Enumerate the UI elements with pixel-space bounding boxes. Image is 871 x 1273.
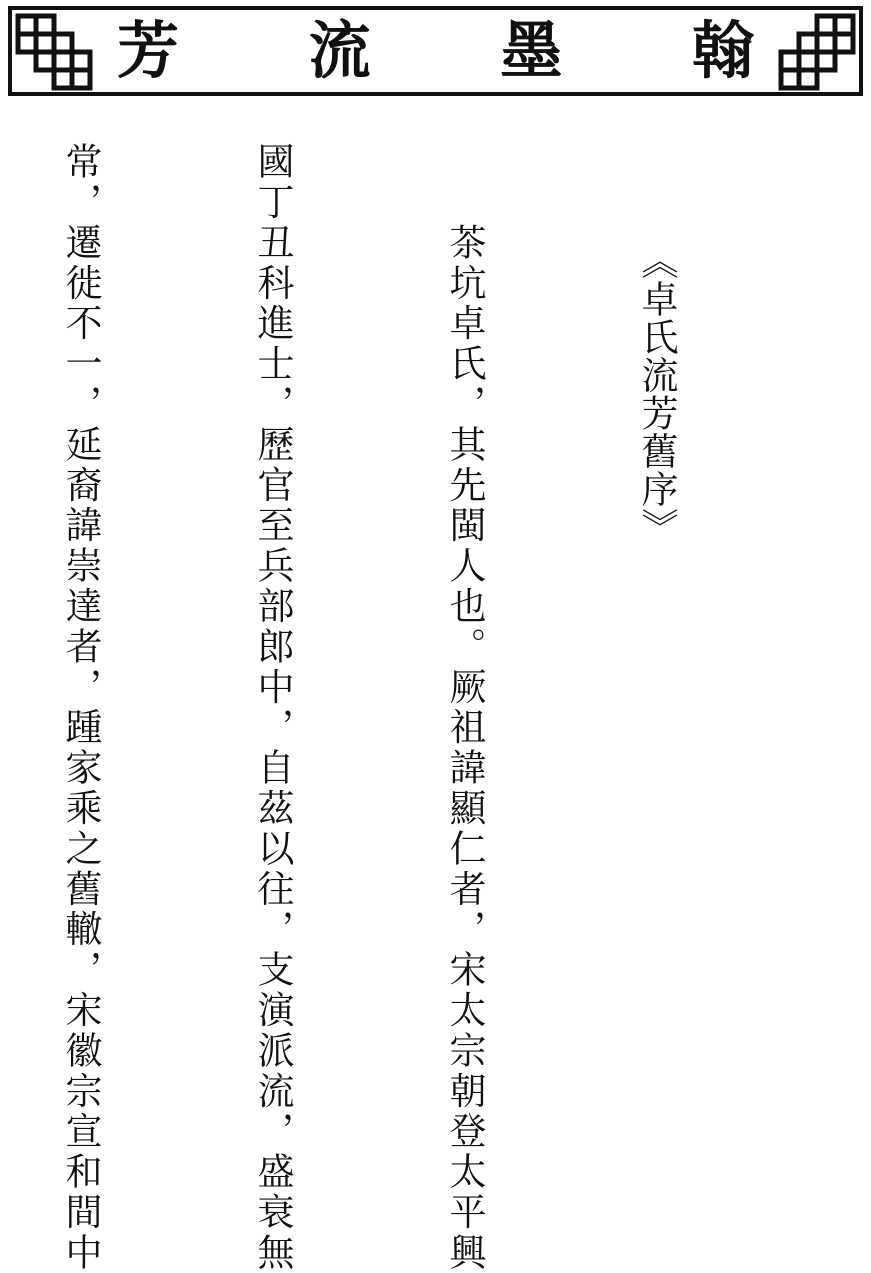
banner-char-4: 芳: [117, 14, 180, 87]
text-column-1: 茶坑卓氏，其先閩人也。厥祖諱顯仁者，宋太宗朝登太平興: [443, 142, 486, 1273]
banner-char-2: 墨: [500, 14, 563, 87]
header-banner: [8, 6, 863, 96]
text-column-3: 常，遷徙不一，延裔諱崇達者，踵家乘之舊轍，宋徽宗宣和間中: [59, 142, 102, 1273]
article-title: 《卓氏流芳舊序》: [635, 242, 678, 546]
banner-char-1: 翰: [691, 14, 754, 87]
fret-ornament-right: [775, 12, 857, 92]
banner-title: [12, 10, 859, 92]
vertical-text-body: [56, 142, 816, 1273]
banner-char-3: 流: [308, 14, 371, 87]
text-column-2: 國丁丑科進士，歷官至兵部郎中，自茲以往，支演派流，盛衰無: [251, 142, 294, 1273]
